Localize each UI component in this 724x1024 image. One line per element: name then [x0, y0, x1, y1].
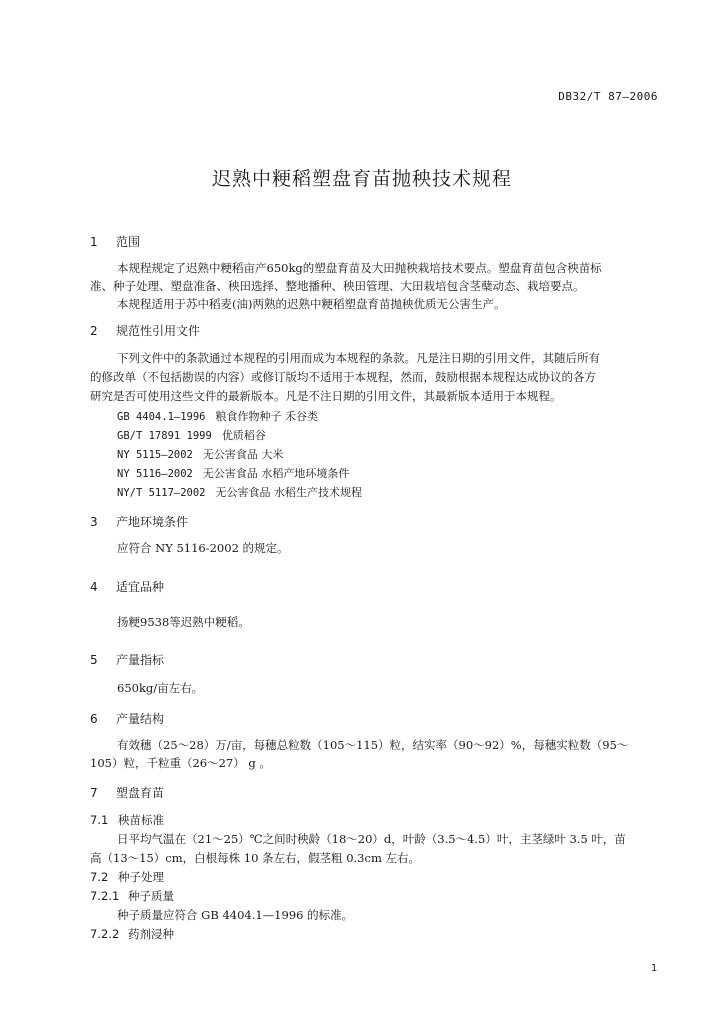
subsection-title: 种子处理	[118, 870, 164, 884]
subsection-heading-7-2-2	[90, 926, 174, 942]
section-number: 6	[90, 712, 98, 726]
section-title: 适宜品种	[116, 580, 165, 594]
reference-name: 无公害食品 水稻生产技术规程	[215, 486, 363, 499]
paragraph-line: 日平均气温在（21～25）℃之间时秧龄（18～20）d，叶龄（3.5～4.5）叶，主茎绿叶 3.5 叶，苗	[117, 832, 626, 846]
subsection-heading-7-2-1	[90, 888, 174, 904]
paragraph-line: 应符合 NY 5116-2002 的规定。	[117, 541, 289, 555]
reference-name: 优质稻谷	[221, 429, 266, 442]
subsection-title: 药剂浸种	[128, 927, 174, 941]
section-heading-5	[90, 651, 164, 668]
reference-code: GB 4404.1—1996	[117, 411, 206, 423]
page-number: 1	[651, 963, 658, 974]
subsection-heading-7-1	[90, 812, 164, 828]
paragraph-line: 有效穗（25～28）万/亩，每穗总粒数（105～115）粒，结实率（90～92）%，每穗实粒数（95～	[117, 738, 629, 752]
reference-name: 无公害食品 水稻产地环境条件	[202, 467, 350, 480]
section-heading-6	[90, 710, 164, 727]
section-title: 规范性引用文件	[116, 324, 201, 338]
reference-item	[117, 484, 362, 500]
paragraph-line: 高（13～15）cm，白根每株 10 条左右，假茎粗 0.3cm 左右。	[90, 851, 420, 865]
reference-item	[117, 446, 283, 462]
section-heading-1	[90, 233, 140, 250]
section-heading-7	[90, 784, 164, 801]
subsection-number: 7.2.1	[90, 889, 120, 903]
reference-code: NY/T 5117—2002	[117, 487, 206, 499]
section-title: 范围	[116, 235, 141, 249]
section-title: 产地环境条件	[116, 515, 189, 529]
paragraph-line: 研究是否可使用这些文件的最新版本。凡是不注日期的引用文件，其最新版本适用于本规程。	[90, 389, 562, 403]
paragraph-line: 扬粳9538等迟熟中粳稻。	[117, 615, 250, 629]
section-number: 1	[90, 235, 98, 249]
reference-item	[117, 408, 318, 424]
section-title: 产量指标	[116, 653, 165, 667]
subsection-number: 7.1	[90, 813, 109, 827]
section-title: 塑盘育苗	[116, 786, 165, 800]
reference-code: GB/T 17891 1999	[117, 430, 212, 442]
paragraph-line: 650kg/亩左右。	[117, 681, 204, 695]
section-heading-2	[90, 322, 200, 339]
reference-code: NY 5116—2002	[117, 468, 193, 480]
reference-code: NY 5115—2002	[117, 449, 193, 461]
paragraph-line: 本规程规定了迟熟中粳稻亩产650kg的塑盘育苗及大田抛秧栽培技术要点。塑盘育苗包含秧苗标	[117, 261, 602, 275]
section-number: 7	[90, 786, 98, 800]
reference-item	[117, 427, 266, 443]
paragraph-line: 105）粒，千粒重（26～27） g 。	[90, 756, 271, 770]
subsection-number: 7.2	[90, 870, 109, 884]
subsection-heading-7-2	[90, 869, 164, 885]
subsection-number: 7.2.2	[90, 927, 120, 941]
reference-name: 粮食作物种子 禾谷类	[215, 410, 319, 423]
standard-number: DB32/T 87—2006	[558, 90, 658, 103]
paragraph-line: 种子质量应符合 GB 4404.1—1996 的标准。	[117, 908, 354, 922]
subsection-title: 秧苗标准	[118, 813, 164, 827]
section-number: 5	[90, 653, 98, 667]
section-heading-4	[90, 578, 164, 595]
section-number: 4	[90, 580, 98, 594]
section-title: 产量结构	[116, 712, 165, 726]
section-number: 3	[90, 515, 98, 529]
paragraph-line: 准、种子处理、塑盘准备、秧田选择、整地播种、秧田管理、大田栽培包含茎蘖动态、栽培要点。	[90, 279, 585, 293]
paragraph-line: 的修改单（不包括勘误的内容）或修订版均不适用于本规程，然而，鼓励根据本规程达成协议的各方	[90, 370, 596, 384]
section-heading-3	[90, 513, 188, 530]
document-title: 迟熟中粳稻塑盘育苗抛秧技术规程	[211, 168, 512, 190]
paragraph-line: 下列文件中的条款通过本规程的引用而成为本规程的条款。凡是注日期的引用文件，其随后所有	[117, 351, 600, 365]
reference-item	[117, 465, 349, 481]
section-number: 2	[90, 324, 98, 338]
reference-name: 无公害食品 大米	[202, 448, 284, 461]
paragraph-line: 本规程适用于苏中稻麦(油)两熟的迟熟中粳稻塑盘育苗抛秧优质无公害生产。	[117, 297, 506, 311]
subsection-title: 种子质量	[128, 889, 174, 903]
